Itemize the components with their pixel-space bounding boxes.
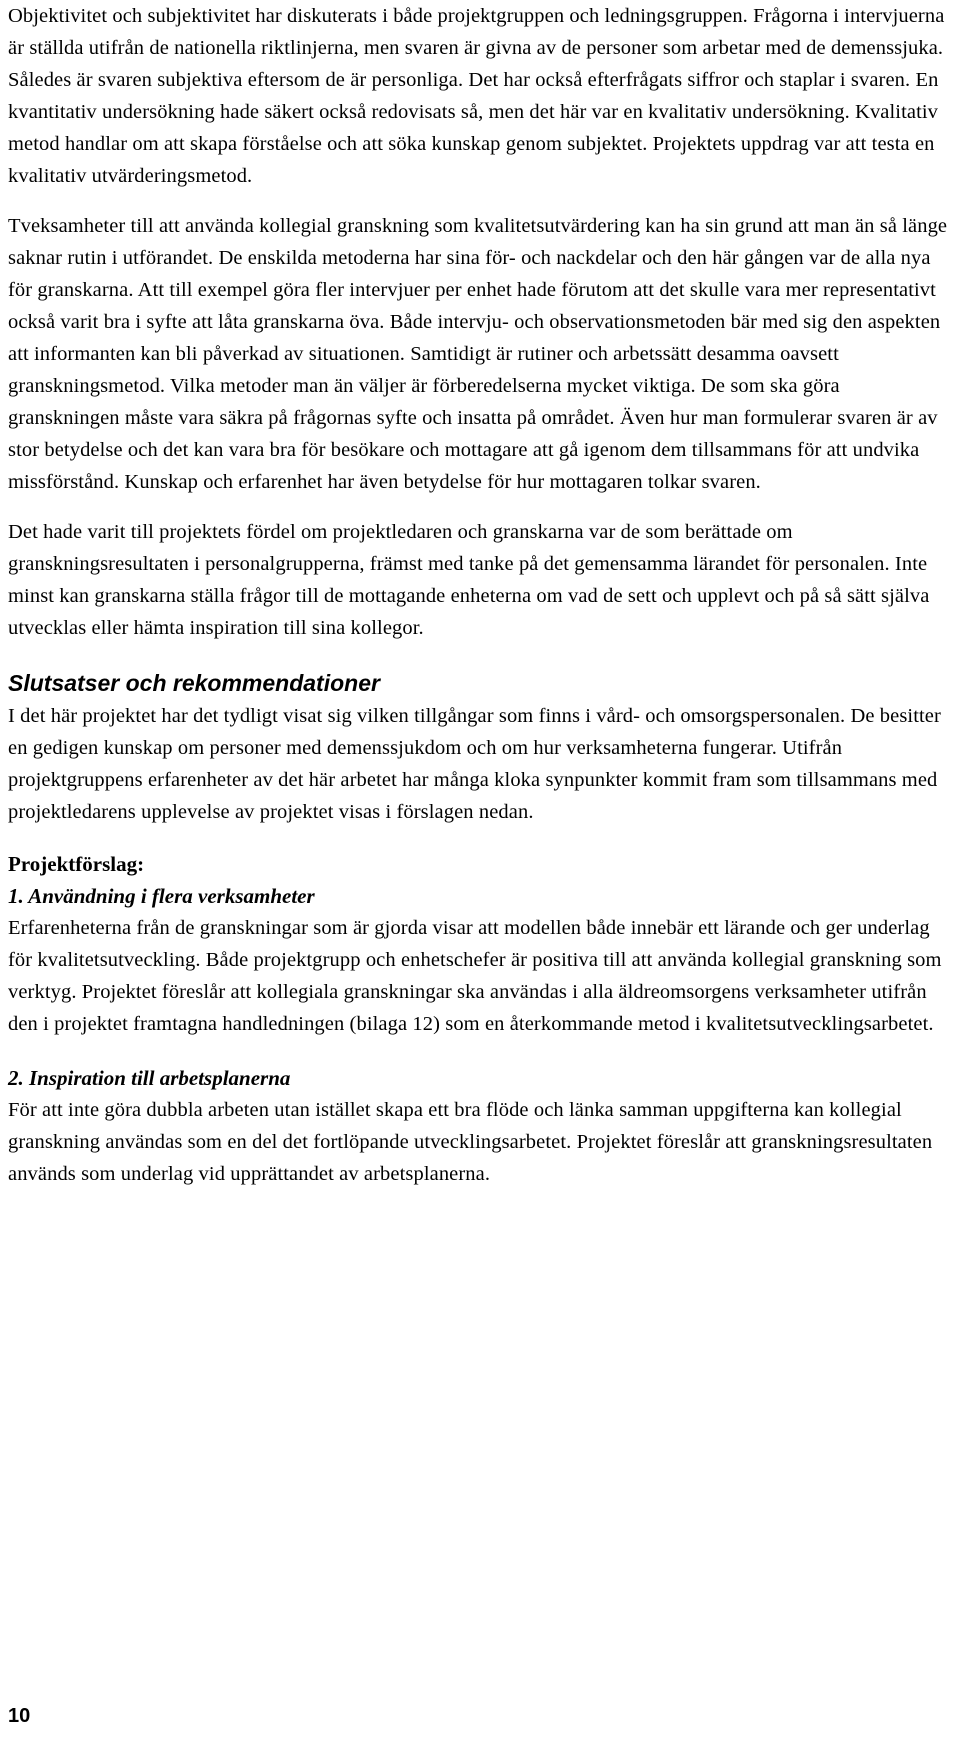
- heading-proposals: Projektförslag:: [8, 852, 145, 876]
- proposal-text-2: För att inte göra dubbla arbeten utan istället skapa ett bra flöde och länka samman uppgifterna kan kollegial granskning användas som en del det fortlöpande utvecklingsarbetet. Projektet föreslår att granskningsresultaten används som underlag vid upprättandet av arbetsplanerna.: [8, 1099, 933, 1185]
- paragraph-project-advantage: Det hade varit till projektets fördel om projektledaren och granskarna var de som berättade om granskningsresultaten i personalgrupperna, främst med tanke på det gemensamma lärandet för personalen. Inte minst kan granskarna ställa frågor till de mottagande enheterna om vad de sett och upplevt och på så sätt själva utvecklas eller hämta inspiration till sina kollegor.: [8, 521, 930, 639]
- paragraph-hesitations: Tveksamheter till att använda kollegial granskning som kvalitetsutvärdering kan ha sin grund att man än så länge saknar rutin i utförandet. De enskilda metoderna har sina för- och nackdelar och den här gången var de alla nya för granskarna. Att till exempel göra fler intervjuer per enhet hade förutom att det skulle vara mer representativt också varit bra i syfte att låta granskarna öva. Både intervju- och observationsmetoden bär med sig den aspekten att informanten kan bli påverkad av situationen. Samtidigt är rutiner och arbetssätt desamma oavsett granskningsmetod. Vilka metoder man än väljer är förberedelserna mycket viktiga. De som ska göra granskningen måste vara säkra på frågornas syfte och insatta på området. Även hur man formulerar svaren är av stor betydelse och det kan vara bra för besökare och mottagare att gå igenom dem tillsammans för att undvika missförstånd. Kunskap och erfarenhet har även betydelse för hur mottagaren tolkar svaren.: [8, 215, 948, 493]
- page-number: 10: [8, 1705, 31, 1727]
- heading-conclusions: Slutsatser och rekommendationer: [8, 670, 380, 696]
- proposal-title-1: 1. Användning i flera verksamheter: [8, 884, 315, 908]
- proposal-title-2: 2. Inspiration till arbetsplanerna: [8, 1066, 291, 1090]
- paragraph-conclusions: I det här projektet har det tydligt visat sig vilken tillgångar som finns i vård- och omsorgspersonalen. De besitter en gedigen kunskap om personer med demenssjukdom och om hur verksamheterna fungerar. Utifrån projektgruppens erfarenheter av det här arbetet har många kloka synpunkter kommit fram som tillsammans med projektledarens upplevelse av projektet visas i förslagen nedan.: [8, 705, 941, 823]
- proposal-text-1: Erfarenheterna från de granskningar som är gjorda visar att modellen både innebär ett lärande och ger underlag för kvalitetsutveckling. Både projektgrupp och enhetschefer är positiva till att använda kollegial granskning som verktyg. Projektet föreslår att kollegiala granskningar ska användas i alla äldreomsorgens verksamheter utifrån den i projektet framtagna handledningen (bilaga 12) som en återkommande metod i kvalitetsutvecklingsarbetet.: [8, 917, 942, 1035]
- paragraph-objectivity: Objektivitet och subjektivitet har diskuterats i både projektgruppen och ledningsgruppen. Frågorna i intervjuerna är ställda utifrån de nationella riktlinjerna, men svaren är givna av de personer som arbetar med de demenssjuka. Således är svaren subjektiva eftersom de är personliga. Det har också efterfrågats siffror och staplar i svaren. En kvantitativ undersökning hade säkert också redovisats så, men det här var en kvalitativ undersökning. Kvalitativ metod handlar om att skapa förståelse och att söka kunskap genom subjektet. Projektets uppdrag var att testa en kvalitativ utvärderingsmetod.: [8, 5, 945, 187]
- document-page: [8, 0, 953, 1190]
